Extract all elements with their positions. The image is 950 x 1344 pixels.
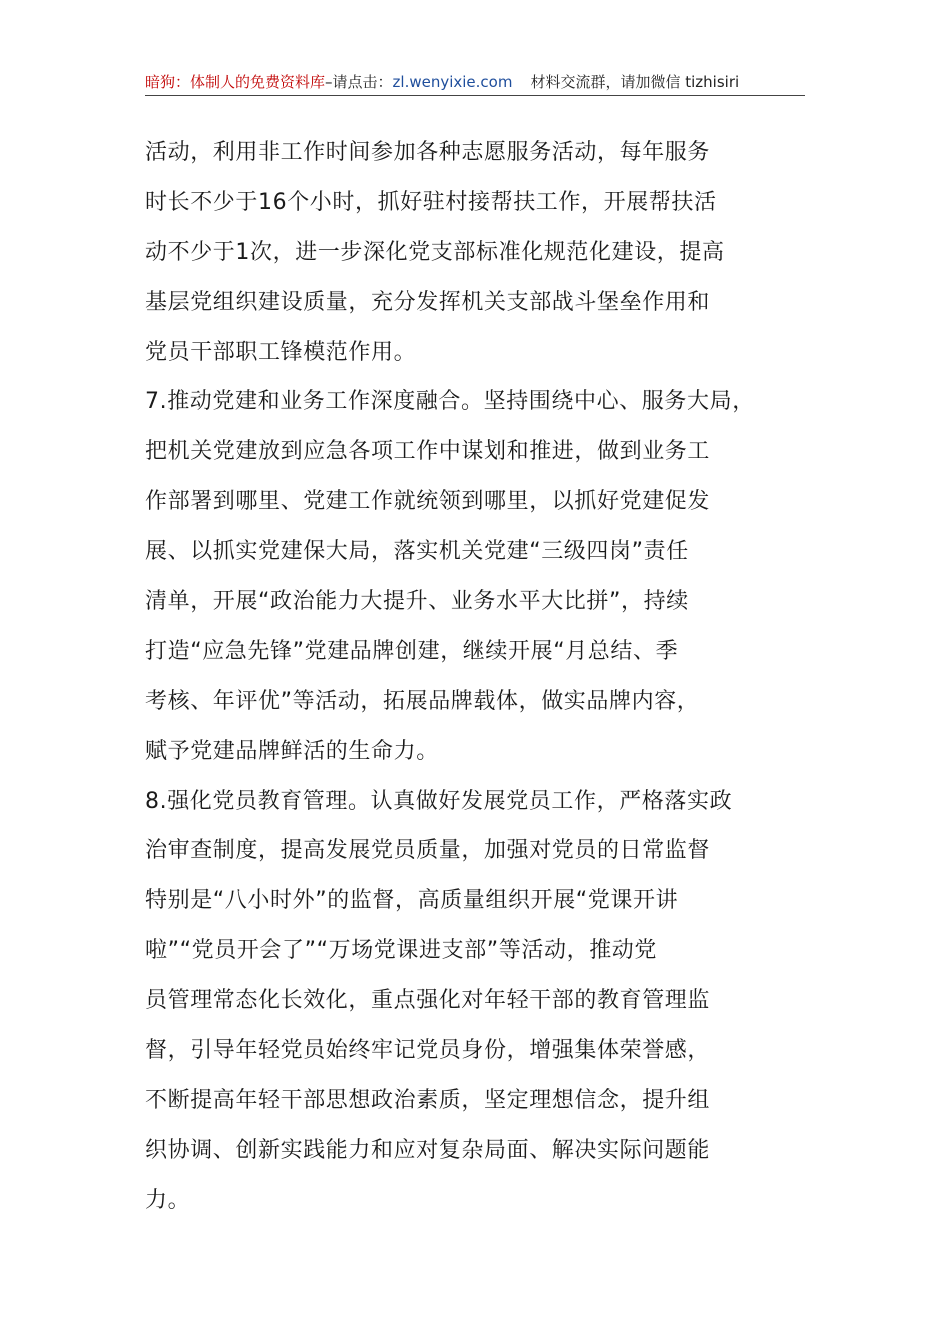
- text-line: 考核、年评优”等活动，拓展品牌载体，做实品牌内容，: [145, 688, 700, 714]
- text-line: 党员干部职工锋模范作用。: [145, 339, 417, 365]
- text-line: 把机关党建放到应急各项工作中谋划和推进，做到业务工: [145, 439, 711, 465]
- text-line: 打造“应急先锋”党建品牌创建，继续开展“月总结、季: [145, 638, 679, 664]
- text-line: 啦”“党员开会了”“万场党课进支部”等活动，推动党: [145, 938, 657, 964]
- text-line: 活动，利用非工作时间参加各种志愿服务活动，每年服务: [145, 140, 711, 165]
- text-line: 员管理常态化长效化，重点强化对年轻干部的教育管理监: [145, 988, 711, 1014]
- text-line: 赋予党建品牌鲜活的生命力。: [145, 738, 439, 764]
- text-line: 清单，开展“政治能力大提升、业务水平大比拼”，持续: [145, 589, 689, 615]
- section-heading-line: 8.强化党员教育管理。认真做好发展党员工作，严格落实政: [145, 788, 733, 814]
- text-line: 不断提高年轻干部思想政治素质，坚定理想信念，提升组: [145, 1087, 711, 1113]
- header-divider: [145, 95, 805, 96]
- text-line: 时长不少于16个小时，抓好驻村接帮扶工作，开展帮扶活: [145, 189, 717, 215]
- text-line: 治审查制度，提高发展党员质量，加强对党员的日常监督: [145, 838, 711, 864]
- header-site-name: 暗狗：体制人的免费资料库: [145, 73, 326, 91]
- section-heading-line: 7.推动党建和业务工作深度融合。坚持围绕中心、服务大局，: [145, 389, 755, 415]
- text-line: 作部署到哪里、党建工作就统领到哪里，以抓好党建促发: [145, 489, 711, 515]
- text-line: 织协调、创新实践能力和应对复杂局面、解决实际问题能: [145, 1137, 711, 1163]
- text-line: 动不少于1次，进一步深化党支部标准化规范化建设，提高: [145, 239, 725, 265]
- header-url-link[interactable]: zl.wenyixie.com: [392, 73, 513, 91]
- text-line: 展、以抓实党建保大局，落实机关党建“三级四岗”责任: [145, 539, 689, 565]
- document-body: [145, 132, 810, 1230]
- header-click-prompt: –请点击：: [325, 73, 393, 91]
- page-header: [145, 70, 805, 94]
- header-contact: 材料交流群，请加微信 tizhisiri: [530, 73, 740, 91]
- text-line: 基层党组织建设质量，充分发挥机关支部战斗堡垒作用和: [145, 289, 711, 315]
- text-line: 督，引导年轻党员始终牢记党员身份，增强集体荣誉感，: [145, 1038, 711, 1064]
- text-line: 力。: [145, 1187, 191, 1213]
- text-line: 特别是“八小时外”的监督，高质量组织开展“党课开讲: [145, 888, 679, 914]
